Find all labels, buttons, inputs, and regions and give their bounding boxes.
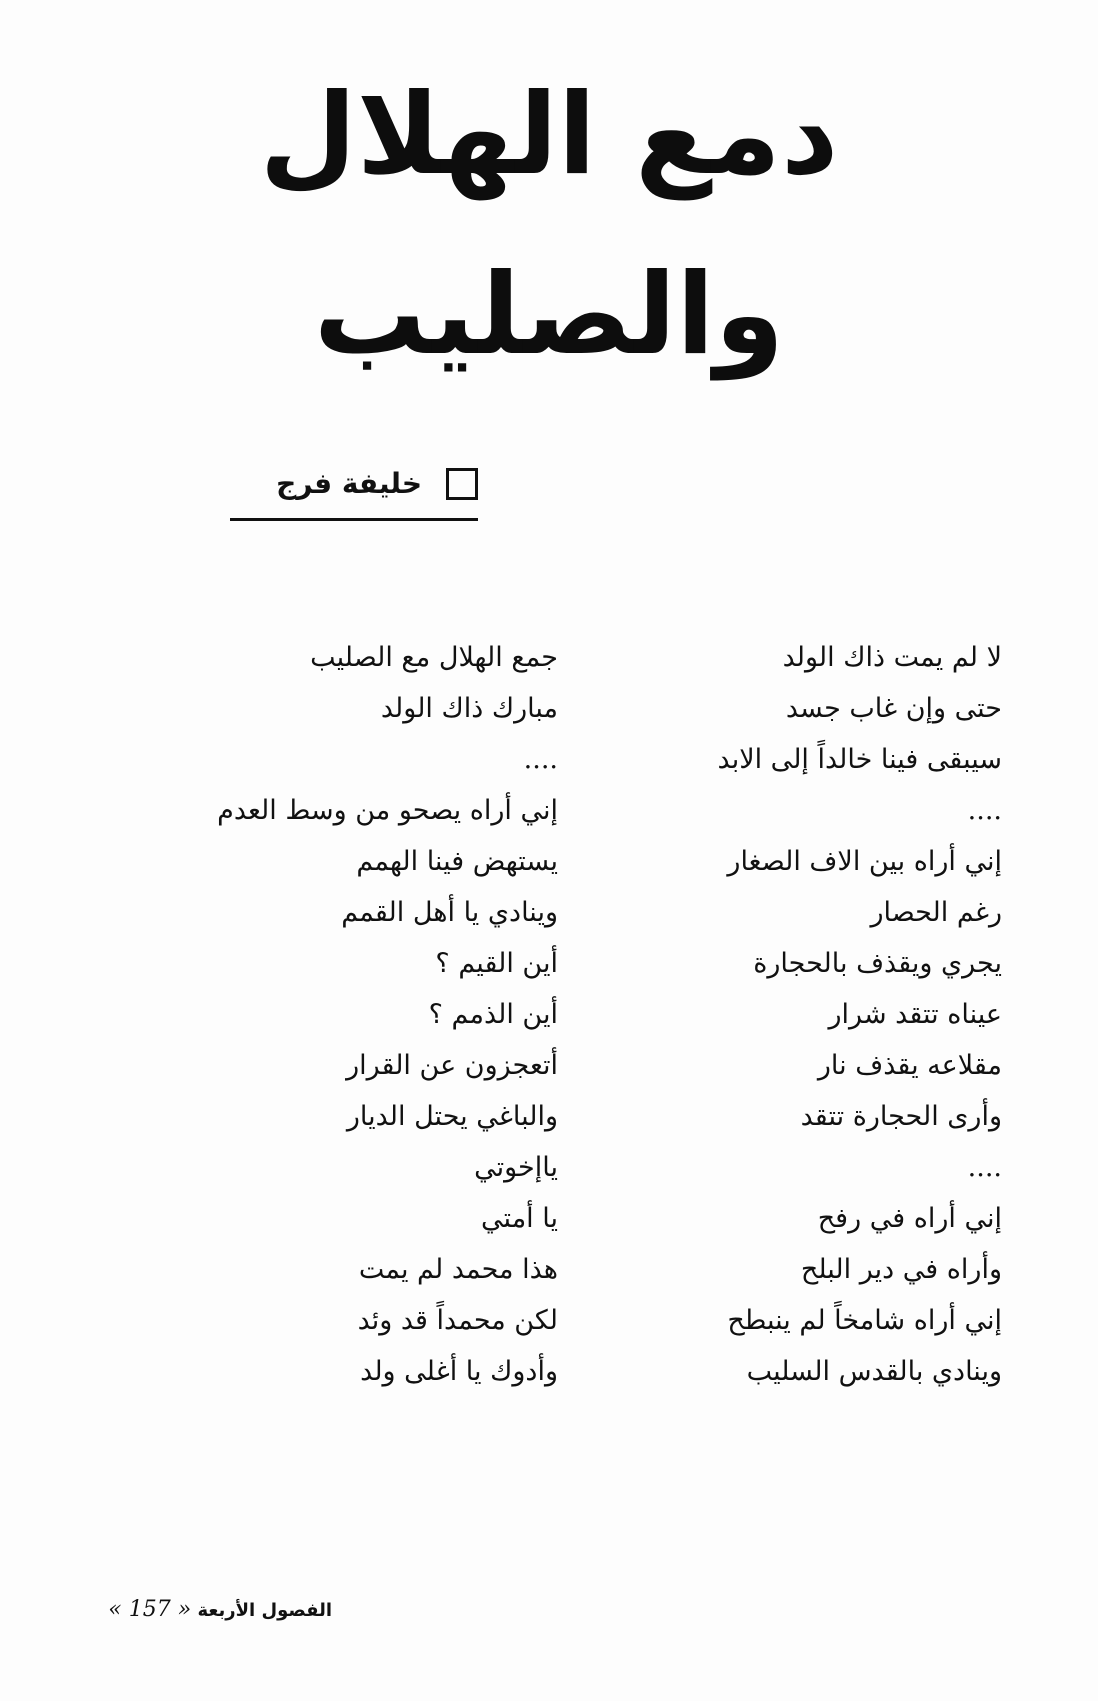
poem-line: مقلاعه يقذف نار	[817, 1050, 1002, 1081]
poem-line: وينادي بالقدس السليب	[746, 1356, 1002, 1387]
poem-line: جمع الهلال مع الصليب	[310, 642, 558, 673]
poem-line: سيبقى فينا خالداً إلى الابد	[717, 744, 1002, 775]
author-name: خليفة فرج	[276, 467, 422, 500]
page-footer	[92, 1590, 332, 1630]
poem-line: رغم الحصار	[870, 897, 1002, 928]
poem-line: حتى وإن غاب جسد	[785, 693, 1002, 724]
poem-column-left	[178, 632, 558, 1397]
poem-line: والباغي يحتل الديار	[346, 1101, 558, 1132]
page-number: « 157 »	[108, 1597, 192, 1622]
author-underline	[230, 518, 478, 521]
title-line-1: دمع الهلال	[259, 70, 839, 200]
poem-line: عيناه تتقد شرار	[828, 999, 1002, 1030]
poem-line: هذا محمد لم يمت	[358, 1254, 558, 1285]
poem-line: أتعجزون عن القرار	[346, 1050, 558, 1081]
poem-separator: ....	[967, 1152, 1002, 1183]
author-block	[230, 462, 478, 522]
poem-line: أين القيم ؟	[435, 948, 558, 979]
poem-line: يا أمتي	[481, 1203, 558, 1234]
poem-line: يستهض فينا الهمم	[356, 846, 558, 877]
poem-separator: ....	[523, 744, 558, 775]
poem-line: إني أراه يصحو من وسط العدم	[217, 795, 558, 826]
poem-column-right	[622, 632, 1002, 1397]
poem-line: مبارك ذاك الولد	[380, 693, 558, 724]
poem-separator: ....	[967, 795, 1002, 826]
poem-line: وأدوك يا أغلى ولد	[360, 1356, 558, 1387]
poem-line: إني أراه بين الاف الصغار	[727, 846, 1002, 877]
poem-line: وأرى الحجارة تتقد	[800, 1101, 1002, 1132]
square-icon	[446, 468, 478, 500]
poem-line: إني أراه شامخاً لم ينبطح	[727, 1305, 1002, 1336]
poem-line: لا لم يمت ذاك الولد	[782, 642, 1002, 673]
poem-line: لكن محمداً قد وئد	[357, 1305, 558, 1336]
poem-line: ياإخوتي	[474, 1152, 558, 1183]
poem-line: إني أراه في رفح	[817, 1203, 1002, 1234]
poem-line: وينادي يا أهل القمم	[341, 897, 558, 928]
poem-line: وأراه في دير البلح	[800, 1254, 1002, 1285]
poem-line: أين الذمم ؟	[428, 999, 558, 1030]
title-line-2: والصليب	[313, 250, 785, 380]
magazine-name: الفصول الأربعة	[197, 1600, 332, 1621]
poem-line: يجري ويقذف بالحجارة	[753, 948, 1002, 979]
